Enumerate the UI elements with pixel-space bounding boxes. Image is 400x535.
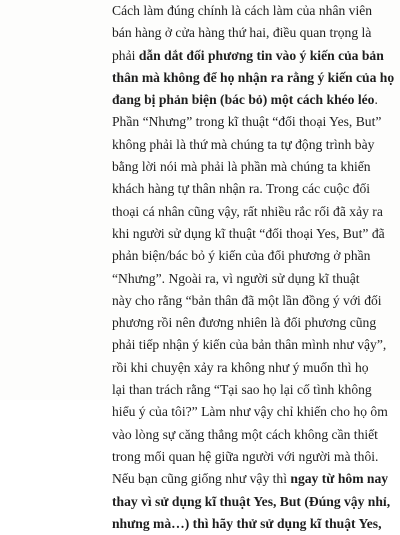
body-text — [112, 0, 395, 535]
bold-text-segment: thân mà không để họ nhận ra rằng ý kiến của họ — [112, 69, 395, 85]
text-segment: Cách làm đúng chính là cách làm của nhân viên — [112, 3, 373, 18]
text-line — [112, 424, 378, 446]
text-segment: phương rồi nên đương nhiên là đối phương cũng — [112, 315, 377, 331]
text-line — [112, 379, 372, 401]
text-segment: bằng lời nói mà phải là phần mà chúng ta khiến — [112, 159, 371, 175]
bold-text-segment: ngay từ hôm nay — [290, 471, 389, 487]
text-line — [112, 156, 371, 178]
text-line — [112, 89, 378, 111]
bold-text-segment: nhưng mà…) thì hãy thử sử dụng kĩ thuật Yes, — [112, 515, 382, 531]
text-line — [112, 0, 373, 22]
text-segment: phản biện/bác bỏ ý kiến của đối phương ở phần — [112, 248, 371, 264]
text-segment: bán hàng ở cửa hàng thứ hai, điều quan trọng là — [112, 25, 372, 41]
text-line — [112, 468, 389, 490]
text-line — [112, 178, 371, 200]
bold-text-segment: dẫn dắt đối phương tin vào ý kiến của bản — [138, 47, 384, 63]
text-line — [112, 312, 377, 334]
text-line — [112, 245, 371, 267]
text-segment: “Nhưng”. Ngoài ra, vì người sử dụng kĩ thuật — [112, 270, 360, 286]
text-segment: rồi khi chuyện xảy ra không như ý muốn thì họ — [112, 359, 369, 375]
text-line — [112, 491, 391, 513]
text-segment: thoại cá nhân cũng vậy, rất nhiều rắc rối đã xảy ra — [112, 203, 383, 219]
text-line — [112, 67, 395, 89]
text-segment: lại than trách rằng “Tại sao họ lại cố tình không — [112, 382, 372, 398]
text-segment: vào lòng sự căng thẳng một cách không cần thiết — [112, 426, 378, 442]
text-line — [112, 268, 360, 290]
text-segment: Phần “Nhưng” trong kĩ thuật “đối thoại Yes, But” — [112, 114, 382, 130]
text-segment: phải — [112, 47, 139, 63]
text-line — [112, 401, 388, 423]
text-line — [112, 45, 384, 67]
text-segment: này cho rằng “bản thân đã một lần đồng ý với đối — [112, 292, 382, 308]
text-segment: Nếu bạn cũng giống như vậy thì — [112, 471, 291, 487]
bold-text-segment: thay vì sử dụng kĩ thuật Yes, But (Đúng vậy nhỉ, — [112, 493, 391, 509]
text-segment: . — [374, 92, 378, 108]
text-line — [112, 334, 387, 356]
text-line — [112, 223, 385, 245]
text-line — [112, 513, 382, 535]
text-line — [112, 22, 372, 44]
text-line — [112, 134, 375, 156]
bold-text-segment: đang bị phản biện (bác bỏ) một cách khéo léo — [112, 92, 375, 108]
text-line — [112, 290, 382, 312]
text-line — [112, 446, 379, 468]
text-segment: không phải là thứ mà chúng ta tự động trình bày — [112, 136, 375, 152]
text-line — [112, 201, 383, 223]
text-line — [112, 111, 382, 133]
text-line — [112, 357, 369, 379]
text-segment: phải tiếp nhận ý kiến của bản thân mình như vậy”, — [112, 337, 387, 353]
text-segment: khi người sử dụng kĩ thuật “đối thoại Yes, But” đã — [112, 225, 385, 241]
text-segment: khách hàng tự thân nhận ra. Trong các cuộc đối — [112, 181, 371, 197]
text-segment: trong mối quan hệ giữa người với người mà thôi. — [112, 448, 379, 464]
text-segment: hiểu ý của tôi?” Làm như vậy chỉ khiến cho họ ôm — [112, 404, 388, 420]
